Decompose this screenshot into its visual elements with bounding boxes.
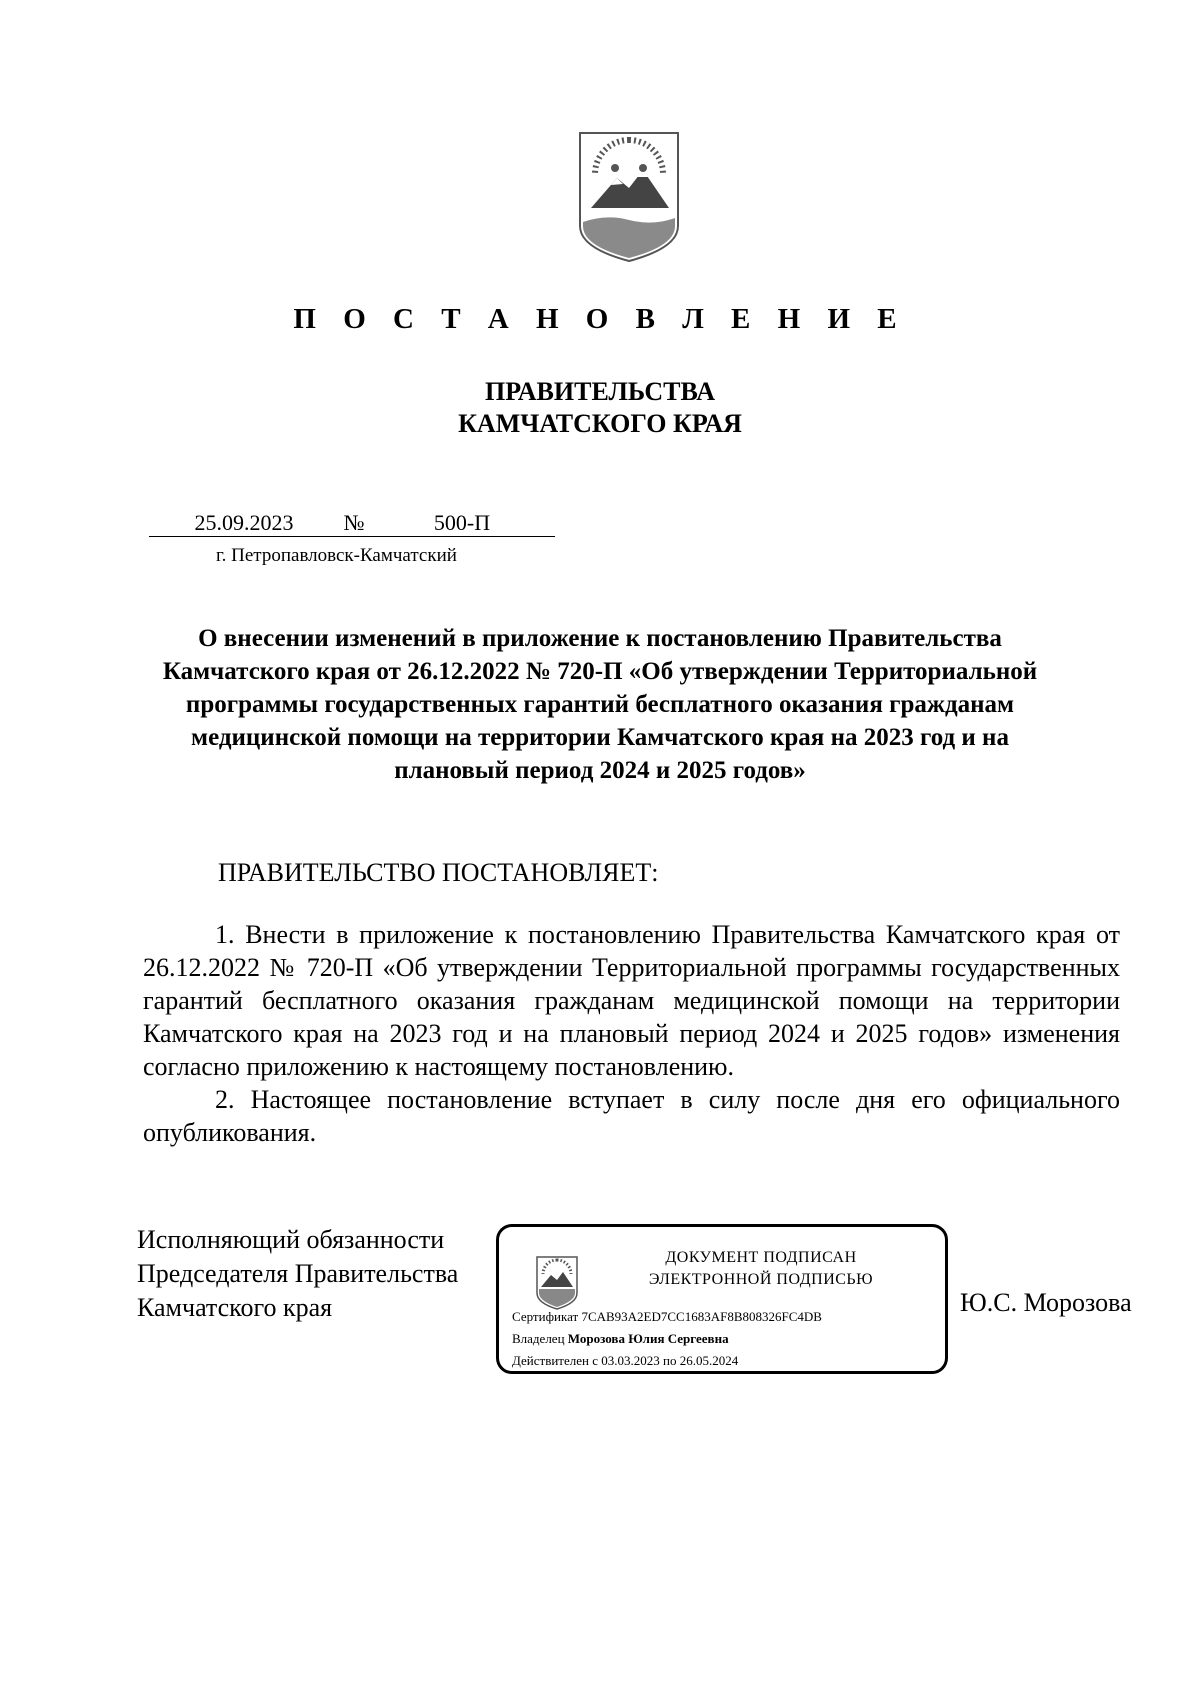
document-title: О внесении изменений в приложение к постановлению Правительства Камчатского края от 26.12.2022 № 720-П «Об утверждении Территориальной программы государственных гарантий бесплатного оказания гражданам медицинской помощи на территории Камчатского края на 2023 год и на плановый период 2024 и 2025 годов» <box>162 625 1038 784</box>
esig-header <box>589 1247 933 1291</box>
esig-valid-label: Действителен <box>512 1353 589 1368</box>
signer-position-line-1: Исполняющий обязанности <box>137 1225 445 1254</box>
signer-position-line-2: Председателя Правительства <box>137 1259 459 1288</box>
document-date: 25.09.2023 <box>149 510 339 537</box>
issuer <box>0 376 1200 440</box>
paragraph-2: 2. Настоящее постановление вступает в силу после дня его официального опубликования. <box>143 1085 1120 1147</box>
number-sign: № <box>339 510 369 537</box>
document-number: 500-П <box>369 510 555 537</box>
esig-valid-to: 26.05.2024 <box>679 1353 739 1368</box>
esig-validity <box>512 1353 738 1369</box>
city: г. Петропавловск-Камчатский <box>216 545 457 566</box>
esig-cert-label: Сертификат <box>512 1309 579 1324</box>
esig-valid-from-label: с <box>592 1353 598 1368</box>
esig-owner-label: Владелец <box>512 1331 565 1346</box>
signer-position <box>137 1223 458 1325</box>
decree-heading: ПРАВИТЕЛЬСТВО ПОСТАНОВЛЯЕТ: <box>218 858 659 887</box>
signer-name: Ю.С. Морозова <box>960 1288 1132 1317</box>
kamchatka-emblem-icon <box>577 130 681 264</box>
esig-emblem-icon <box>535 1255 579 1311</box>
document-type: П О С Т А Н О В Л Е Н И Е <box>293 303 907 335</box>
document-body <box>143 918 1120 1149</box>
esig-header-line-1: ДОКУМЕНТ ПОДПИСАН <box>665 1249 857 1266</box>
esig-valid-to-label: по <box>663 1353 677 1368</box>
signer-position-line-3: Камчатского края <box>137 1293 333 1322</box>
esig-certificate <box>512 1309 822 1325</box>
issuer-line-2: КАМЧАТСКОГО КРАЯ <box>458 409 742 438</box>
esig-valid-from: 03.03.2023 <box>601 1353 660 1368</box>
e-signature-stamp <box>496 1224 948 1374</box>
issuer-line-1: ПРАВИТЕЛЬСТВА <box>485 377 715 406</box>
paragraph-1: 1. Внести в приложение к постановлению Правительства Камчатского края от 26.12.2022 № 720-П «Об утверждении Территориальной программы государственных гарантий бесплатного оказания гражданам медицинской помощи на территории Камчатского края на 2023 год и на плановый период 2024 и 2025 годов» изменения согласно приложению к настоящему постановлению. <box>143 920 1120 1081</box>
esig-owner <box>512 1331 729 1347</box>
esig-owner-value: Морозова Юлия Сергеевна <box>567 1331 729 1346</box>
esig-header-line-2: ЭЛЕКТРОННОЙ ПОДПИСЬЮ <box>648 1271 874 1288</box>
esig-cert-value: 7CAB93A2ED7CC1683AF8B808326FC4DB <box>581 1309 822 1324</box>
